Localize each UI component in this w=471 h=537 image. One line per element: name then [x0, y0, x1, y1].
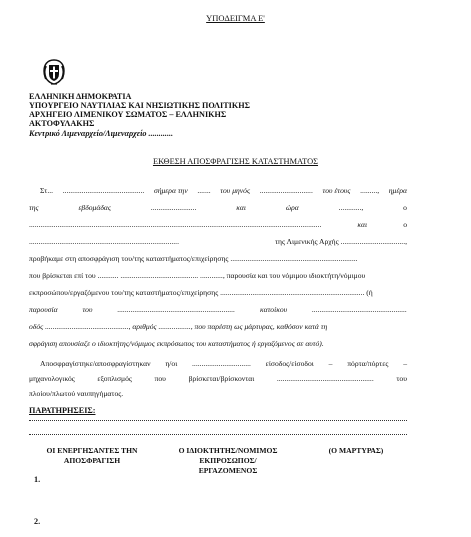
signature-number-1: 1. [34, 475, 41, 484]
body-line-12: μηχανολογικός εξοπλισμός που βρίσκεται/βρίσκονται ................................................... του [29, 374, 407, 383]
notes-line-1[interactable] [29, 420, 407, 421]
header-line-1: ΕΛΛΗΝΙΚΗ ΔΗΜΟΚΡΑΤΙΑ [29, 92, 132, 101]
signature-officers: ΟΙ ΕΝΕΡΓΗΣΑΝΤΕΣ ΤΗΝ ΑΠΟΣΦΡΑΓΙΣΗ [46, 446, 138, 465]
body-line-9: οδός ............................................, αριθμός ................., που παρέστη ως μάρτυρας, καθόσον κατά τη [29, 322, 328, 331]
body-line-11: Αποσφραγίστηκε/αποσφραγίστηκαν η/οι ............................... είσοδος/είσοδοι – πόρτα/πόρτες – [40, 359, 407, 368]
body-line-1: Στ... ........................................... σήμερα την ....... του μηνός ............................ του έτους ........., ημέρα [40, 186, 407, 195]
report-title: ΕΚΘΕΣΗ ΑΠΟΣΦΡΑΓΙΣΗΣ ΚΑΤΑΣΤΗΜΑΤΟΣ [152, 157, 319, 166]
notes-line-2[interactable] [29, 434, 407, 435]
header-line-4: ΑΚΤΟΦΥΛΑΚΗΣ [29, 119, 95, 128]
body-line-10: σφράγιση απουσίαζε ο ιδιοκτήτης/νόμιμος εκπρόσωπος του καταστήματος ή εργαζόμενος σε αυτό). [29, 339, 324, 348]
body-line-7: εκπροσώπου/εργαζόμενου του/της καταστήματος/επιχείρησης ............................................................................ (ή [29, 288, 373, 297]
body-line-2: της εβδομάδας ........................ και ώρα ............, ο [29, 203, 407, 212]
body-line-8: παρουσία του .............................................................. κατοίκου .................................................. [29, 305, 407, 314]
body-line-13: πλοίου/πλωτού ναυπηγήματος. [29, 389, 124, 398]
header-line-5: Κεντρικό Λιμεναρχείο/Λιμεναρχείο ............ [29, 129, 174, 138]
body-line-4: ............................................................................... της Λιμενικής Αρχής .................................., [29, 237, 407, 246]
body-line-5: προβήκαμε στη αποσφράγιση του/της καταστήματος/επιχείρησης ................................................................... [29, 254, 358, 263]
header-line-2: ΥΠΟΥΡΓΕΙΟ ΝΑΥΤΙΛΙΑΣ ΚΑΙ ΝΗΣΙΩΤΙΚΗΣ ΠΟΛΙΤΙΚΗΣ [29, 101, 250, 110]
header-line-3: ΑΡΧΗΓΕΙΟ ΛΙΜΕΝΙΚΟΥ ΣΩΜΑΤΟΣ – ΕΛΛΗΝΙΚΗΣ [29, 110, 227, 119]
greek-coat-of-arms-icon [39, 57, 69, 87]
signature-witness: (Ο ΜΑΡΤΥΡΑΣ) [328, 446, 384, 455]
body-line-6: που βρίσκεται επί του ........... ......................................... ............, παρουσία και του νόμιμου ιδιοκτήτη/νόμιμου [29, 271, 366, 280]
signature-number-2: 2. [34, 517, 41, 526]
signature-owner: Ο ΙΔΙΟΚΤΗΤΗΣ/ΝΟΜΙΜΟΣ ΕΚΠΡΟΣΩΠΟΣ/ ΕΡΓΑΖΟΜΕΝΟΣ [178, 446, 278, 475]
body-line-3: .......................................................................................................................................................... και ο [29, 220, 407, 229]
notes-label: ΠΑΡΑΤΗΡΗΣΕΙΣ: [29, 406, 96, 415]
template-label: ΥΠΟΔΕΙΓΜΑ Ε' [206, 13, 265, 23]
